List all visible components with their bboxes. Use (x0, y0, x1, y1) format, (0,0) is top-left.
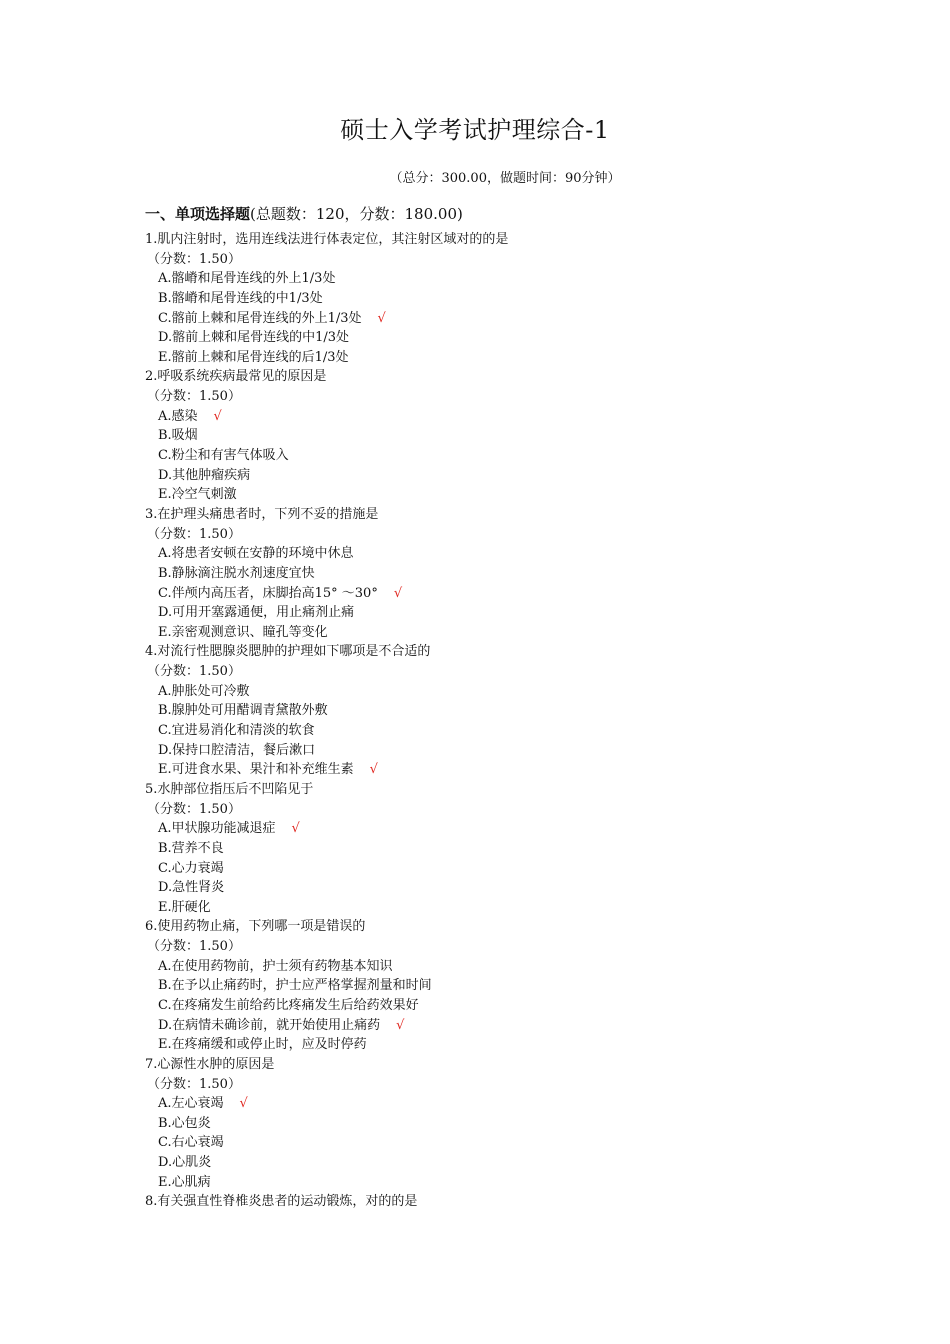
answer-option-text: C.髂前上棘和尾骨连线的外上1/3处 (158, 310, 362, 326)
answer-option (145, 1114, 845, 1134)
question-block (145, 780, 845, 917)
answer-option-text: B.腺肿处可用醋调青黛散外敷 (158, 703, 328, 719)
answer-option-text: A.左心衰竭 (158, 1096, 224, 1112)
answer-option-text: D.髂前上棘和尾骨连线的中1/3处 (158, 330, 350, 346)
answer-option-text: D.可用开塞露通便，用止痛剂止痛 (158, 605, 355, 621)
answer-option (145, 289, 845, 309)
question-score: （分数：1.50） (147, 1076, 241, 1092)
correct-check-icon: √ (239, 1096, 248, 1112)
answer-option-text: C.右心衰竭 (158, 1135, 224, 1151)
answer-option-text: D.心肌炎 (158, 1155, 212, 1171)
answer-option-text: C.心力衰竭 (158, 860, 224, 876)
answer-option (145, 1035, 845, 1055)
answer-option (145, 269, 845, 289)
answer-option (145, 623, 845, 643)
answer-option (145, 898, 845, 918)
answer-option-text: D.其他肿瘤疾病 (158, 467, 251, 483)
answer-option (145, 957, 845, 977)
answer-option-text: A.在使用药物前，护士须有药物基本知识 (158, 958, 393, 974)
question-stem: 5.水肿部位指压后不凹陷见于 (145, 781, 314, 797)
answer-option (145, 1094, 845, 1114)
correct-check-icon: √ (213, 408, 222, 424)
answer-option (145, 996, 845, 1016)
section-label: 一、单项选择题 (145, 205, 251, 223)
question-stem: 7.心源性水肿的原因是 (145, 1056, 275, 1072)
answer-option (145, 426, 845, 446)
answer-option (145, 839, 845, 859)
answer-option-text: B.在予以止痛药时，护士应严格掌握剂量和时间 (158, 978, 432, 994)
section-header (145, 203, 463, 225)
correct-check-icon: √ (291, 821, 300, 837)
answer-option (145, 407, 845, 427)
question-stem: 1.肌内注射时，选用连线法进行体表定位，其注射区域对的的是 (145, 232, 509, 247)
question-score: （分数：1.50） (147, 939, 241, 955)
answer-option-text: A.肿胀处可冷敷 (158, 683, 250, 699)
question-score: （分数：1.50） (147, 251, 241, 267)
answer-option (145, 701, 845, 721)
correct-check-icon: √ (377, 310, 386, 326)
answer-option (145, 584, 845, 604)
answer-option-text: A.髂嵴和尾骨连线的外上1/3处 (158, 271, 336, 287)
answer-option (145, 682, 845, 702)
answer-option-text: B.吸烟 (158, 428, 198, 444)
answer-option (145, 485, 845, 505)
question-stem: 2.呼吸系统疾病最常见的原因是 (145, 369, 327, 385)
answer-option-text: B.静脉滴注脱水剂速度宜快 (158, 565, 315, 581)
answer-option (145, 603, 845, 623)
question-block (145, 505, 845, 642)
question-block (145, 230, 845, 367)
question-block (145, 1055, 845, 1192)
answer-option-text: A.甲状腺功能减退症 (158, 821, 276, 837)
answer-option (145, 309, 845, 329)
question-stem: 4.对流行性腮腺炎腮肿的护理如下哪项是不合适的 (145, 644, 431, 660)
answer-option (145, 1173, 845, 1193)
answer-option (145, 976, 845, 996)
answer-option-text: C.粉尘和有害气体吸入 (158, 448, 289, 464)
answer-option (145, 564, 845, 584)
answer-option-text: E.亲密观测意识、瞳孔等变化 (158, 624, 328, 640)
answer-option (145, 741, 845, 761)
answer-option (145, 1133, 845, 1153)
answer-option-text: E.心肌病 (158, 1174, 211, 1190)
question-stem: 8.有关强直性脊椎炎患者的运动锻炼，对的的是 (145, 1194, 418, 1210)
answer-option (145, 1153, 845, 1173)
answer-option (145, 878, 845, 898)
answer-option (145, 544, 845, 564)
answer-option-text: B.营养不良 (158, 840, 224, 856)
answer-option-text: C.在疼痛发生前给药比疼痛发生后给药效果好 (158, 997, 419, 1013)
answer-option (145, 446, 845, 466)
question-score: （分数：1.50） (147, 664, 241, 680)
answer-option-text: C.宜进易消化和清淡的软食 (158, 723, 315, 739)
answer-option-text: A.感染 (158, 408, 198, 424)
answer-option-text: A.将患者安顿在安静的环境中休息 (158, 546, 354, 562)
question-stem: 3.在护理头痛患者时，下列不妥的措施是 (145, 506, 379, 522)
answer-option-text: D.在病情未确诊前，就开始使用止痛药 (158, 1017, 381, 1033)
answer-option-text: D.急性肾炎 (158, 880, 225, 896)
correct-check-icon: √ (369, 762, 378, 778)
answer-option-text: E.肝硬化 (158, 899, 211, 915)
question-block (145, 1192, 845, 1212)
document-title: 硕士入学考试护理综合-1 (340, 116, 610, 144)
answer-option-text: D.保持口腔清洁，餐后漱口 (158, 742, 316, 758)
answer-option-text: E.在疼痛缓和或停止时，应及时停药 (158, 1037, 367, 1053)
answer-option-text: E.可进食水果、果汁和补充维生素 (158, 762, 354, 778)
answer-option (145, 721, 845, 741)
question-list (145, 230, 845, 1212)
answer-option (145, 466, 845, 486)
question-score: （分数：1.50） (147, 526, 241, 542)
question-block (145, 367, 845, 504)
answer-option-text: B.心包炎 (158, 1115, 211, 1131)
answer-option-text: E.髂前上棘和尾骨连线的后1/3处 (158, 349, 349, 365)
answer-option (145, 1016, 845, 1036)
question-block (145, 917, 845, 1054)
answer-option (145, 760, 845, 780)
answer-option (145, 328, 845, 348)
question-block (145, 642, 845, 779)
answer-option (145, 348, 845, 368)
answer-option (145, 819, 845, 839)
section-meta: (总题数：120，分数：180.00) (250, 205, 463, 223)
question-score: （分数：1.50） (147, 801, 241, 817)
correct-check-icon: √ (396, 1017, 405, 1033)
answer-option-text: C.伴颅内高压者，床脚抬高15° ～30° (158, 585, 378, 601)
answer-option (145, 859, 845, 879)
correct-check-icon: √ (393, 585, 403, 601)
document-subtitle: （总分：300.00，做题时间：90分钟） (389, 171, 621, 186)
question-score: （分数：1.50） (147, 389, 241, 405)
answer-option-text: B.髂嵴和尾骨连线的中1/3处 (158, 290, 323, 306)
answer-option-text: E.冷空气刺激 (158, 487, 237, 503)
question-stem: 6.使用药物止痛，下列哪一项是错误的 (145, 919, 366, 935)
